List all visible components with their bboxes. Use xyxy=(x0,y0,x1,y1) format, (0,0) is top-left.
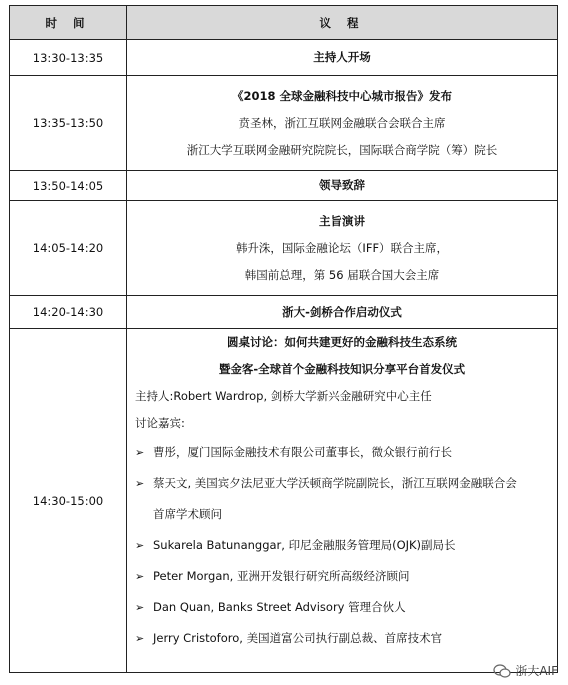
row-subtitle: 暨金客-全球首个金融科技知识分享平台首发仪式 xyxy=(218,362,466,376)
row-title: 浙大-剑桥合作启动仪式 xyxy=(282,304,402,319)
guest-text: Peter Morgan, 亚洲开发银行研究所高级经济顾问 xyxy=(153,569,410,583)
guest-item xyxy=(127,468,557,530)
guest-text: Jerry Cristoforo, 美国道富公司执行副总裁、首席技术官 xyxy=(153,631,443,645)
row-time: 14:20-14:30 xyxy=(10,296,127,329)
row-title: 领导致辞 xyxy=(319,178,365,192)
watermark xyxy=(493,662,558,679)
agenda-row xyxy=(10,201,558,296)
guest-text: Dan Quan, Banks Street Advisory 管理合伙人 xyxy=(153,600,406,614)
agenda-row xyxy=(10,329,558,673)
guest-item xyxy=(127,561,557,592)
row-time: 13:35-13:50 xyxy=(10,76,127,171)
header-agenda: 议 程 xyxy=(127,6,558,40)
header-row xyxy=(10,6,558,40)
row-detail: 浙江大学互联网金融研究院院长，国际联合商学院（筹）院长 xyxy=(186,142,498,157)
agenda-row xyxy=(10,40,558,76)
agenda-row xyxy=(10,296,558,329)
row-time: 14:30-15:00 xyxy=(10,329,127,673)
guests-label: 讨论嘉宾: xyxy=(135,416,185,430)
wechat-icon xyxy=(493,664,511,678)
guest-item xyxy=(127,623,557,654)
row-title: 《2018 全球金融科技中心城市报告》发布 xyxy=(231,88,452,103)
agenda-table xyxy=(9,5,558,673)
watermark-text: 浙大AIF xyxy=(515,664,558,678)
row-time: 13:30-13:35 xyxy=(10,40,127,76)
bullet-arrow-icon: ➢ xyxy=(135,539,145,552)
row-title: 圆桌讨论：如何共建更好的金融科技生态系统 xyxy=(227,335,457,349)
row-detail: 韩国前总理，第 56 届联合国大会主席 xyxy=(244,267,440,282)
bullet-arrow-icon: ➢ xyxy=(135,570,145,583)
row-content xyxy=(127,40,558,76)
row-content xyxy=(127,296,558,329)
row-content xyxy=(127,329,558,673)
guest-text-cont: 首席学术顾问 xyxy=(153,507,222,521)
guest-text: Sukarela Batunanggar, 印尼金融服务管理局(OJK)副局长 xyxy=(153,538,456,552)
row-detail: 韩升洙，国际金融论坛（IFF）联合主席， xyxy=(235,240,449,255)
bullet-arrow-icon: ➢ xyxy=(135,477,145,490)
row-time: 13:50-14:05 xyxy=(10,171,127,201)
bullet-arrow-icon: ➢ xyxy=(135,632,145,645)
bullet-arrow-icon: ➢ xyxy=(135,601,145,614)
host-line: 主持人:Robert Wardrop, 剑桥大学新兴金融研究中心主任 xyxy=(135,389,432,403)
row-time: 14:05-14:20 xyxy=(10,201,127,296)
guest-item xyxy=(127,437,557,468)
row-content xyxy=(127,171,558,201)
row-content xyxy=(127,76,558,171)
header-time: 时 间 xyxy=(10,6,127,40)
agenda-row xyxy=(10,76,558,171)
bullet-arrow-icon: ➢ xyxy=(135,446,145,459)
guest-text-block xyxy=(153,468,517,530)
row-title: 主旨演讲 xyxy=(319,213,365,228)
agenda-row xyxy=(10,171,558,201)
guest-item xyxy=(127,592,557,623)
row-detail: 贲圣林，浙江互联网金融联合会联合主席 xyxy=(238,115,446,130)
row-content xyxy=(127,201,558,296)
row-title: 主持人开场 xyxy=(313,50,371,64)
guest-text: 蔡天文, 美国宾夕法尼亚大学沃顿商学院副院长，浙江互联网金融联合会 xyxy=(153,476,517,490)
guest-text: 曹彤，厦门国际金融技术有限公司董事长，微众银行前行长 xyxy=(153,445,452,459)
guest-item xyxy=(127,530,557,561)
